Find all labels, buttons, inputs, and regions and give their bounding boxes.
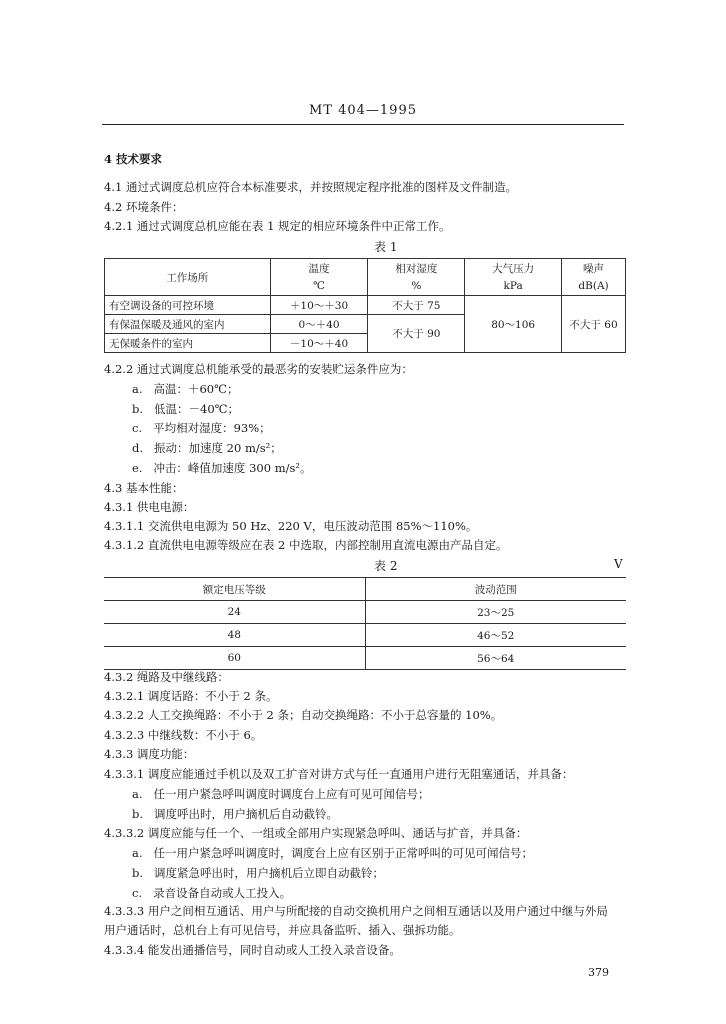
col-humidity: 相对湿度	[368, 259, 465, 278]
col-temperature: 温度	[270, 259, 368, 278]
list-label: c.	[132, 886, 143, 900]
list-label: c.	[132, 421, 143, 435]
list-item	[132, 866, 384, 880]
paragraph-4-3-3-4: 4.3.3.4 能发出通播信号，同时自动或人工投入录音设备。	[104, 943, 401, 957]
paragraph-4-3-2-1: 4.3.2.1 调度话路：不小于 2 条。	[104, 689, 278, 703]
paragraph-4-3-3-2: 4.3.3.2 调度应能与任一个、一组或全部用户实现紧急呼叫、通话与扩音，并具备：	[104, 826, 528, 840]
noise-unit: dB(A)	[562, 277, 626, 296]
list-item	[132, 461, 312, 475]
paragraph-4-1: 4.1 通过式调度总机应符合本标准要求，并按照规定程序批准的图样及文件制造。	[104, 180, 517, 194]
pressure-unit: kPa	[465, 277, 562, 296]
list-label: a.	[132, 382, 143, 396]
list-text: 任一用户紧急呼叫调度时调度台上应有可见可闻信号；	[153, 787, 430, 801]
list-label: a.	[132, 787, 143, 801]
paragraph-4-3-2: 4.3.2 绳路及中继线路：	[104, 670, 229, 684]
list-label: b.	[132, 866, 144, 880]
paragraph-4-3-1-1: 4.3.1.1 交流供电电源为 50 Hz、220 V，电压波动范围 85%～110%。	[104, 519, 478, 533]
paragraph-4-3-1-2: 4.3.1.2 直流供电电源等级应在表 2 中选取，内部控制用直流电源由产品自定。	[104, 538, 508, 552]
list-text: 振动：加速度 20 m/s²；	[154, 441, 282, 455]
col-fluctuation-range: 波动范围	[365, 578, 626, 601]
table-cell: 23～25	[365, 601, 626, 624]
table-header-row	[105, 259, 626, 278]
list-label: e.	[132, 461, 143, 475]
table-row	[104, 647, 626, 670]
list-text: 调度呼出时，用户摘机后自动截铃。	[154, 807, 338, 821]
paragraph-4-3-3-3-continued: 用户通话时，总机台上有可见信号，并应具备监听、插入、强拆功能。	[104, 923, 461, 937]
table-cell: ＋10～＋30	[270, 296, 368, 315]
paragraph-4-2-1: 4.2.1 通过式调度总机应能在表 1 规定的相应环境条件中正常工作。	[104, 219, 451, 233]
list-label: b.	[132, 807, 144, 821]
standard-code-header: MT 404—1995	[308, 103, 417, 118]
col-pressure: 大气压力	[465, 259, 562, 278]
list-item	[132, 421, 271, 435]
table-2-unit: V	[614, 557, 623, 571]
table-cell: 24	[104, 601, 365, 624]
list-text: 平均相对湿度：93%；	[153, 421, 271, 435]
table-cell: 0～＋40	[270, 315, 368, 334]
table-1-caption: 表 1	[374, 240, 398, 254]
table-row	[104, 601, 626, 624]
humidity-unit: %	[368, 277, 465, 296]
table-cell: 46～52	[365, 624, 626, 647]
paragraph-4-2-2: 4.2.2 通过式调度总机能承受的最恶劣的安装贮运条件应为：	[104, 362, 413, 376]
paragraph-4-3-1: 4.3.1 供电电源：	[104, 500, 195, 514]
col-rated-voltage: 额定电压等级	[104, 578, 365, 601]
paragraph-4-3-2-3: 4.3.2.3 中继线数：不小于 6。	[104, 728, 263, 742]
table-cell: 56～64	[365, 647, 626, 670]
list-text: 任一用户紧急呼叫调度时，调度台上应有区别于正常呼叫的可见可闻信号；	[153, 846, 533, 860]
list-item	[132, 402, 239, 416]
paragraph-4-3: 4.3 基本性能：	[104, 481, 184, 495]
list-item	[132, 807, 338, 821]
pressure-merged-cell: 80～106	[465, 296, 562, 353]
list-item	[132, 787, 429, 801]
list-label: a.	[132, 846, 143, 860]
paragraph-4-3-2-2: 4.3.2.2 人工交换绳路：不小于 2 条；自动交换绳路：不小于总容量的 10%。	[104, 708, 503, 722]
table-cell: 60	[104, 647, 365, 670]
list-text: 高温：＋60℃；	[153, 382, 239, 396]
col-noise: 噪声	[562, 259, 626, 278]
page-number: 379	[588, 966, 609, 979]
humidity-merged-cell: 不大于 90	[368, 315, 465, 353]
table-cell: －10～＋40	[270, 334, 368, 353]
table-cell: 不大于 75	[368, 296, 465, 315]
list-text: 调度紧急呼出时，用户摘机后立即自动截铃；	[154, 866, 384, 880]
paragraph-4-3-3-3: 4.3.3.3 用户之间相互通话、用户与所配接的自动交换机用户之间相互通话以及用户通过中继与外局	[104, 904, 608, 918]
environment-table	[104, 258, 626, 353]
list-item	[132, 886, 291, 900]
table-cell: 无保暖条件的室内	[105, 334, 271, 353]
table-header-row	[104, 578, 626, 601]
section-4-title: 4 技术要求	[104, 152, 163, 166]
table-cell: 48	[104, 624, 365, 647]
table-cell: 有保温保暖及通风的室内	[105, 315, 271, 334]
list-label: b.	[132, 402, 144, 416]
table-cell: 有空调设备的可控环境	[105, 296, 271, 315]
list-item	[132, 846, 533, 860]
list-text: 冲击：峰值加速度 300 m/s²。	[153, 461, 312, 475]
list-item	[132, 382, 238, 396]
list-text: 录音设备自动或人工投入。	[153, 886, 292, 900]
paragraph-4-2: 4.2 环境条件：	[104, 200, 184, 214]
paragraph-4-3-3: 4.3.3 调度功能：	[104, 747, 195, 761]
list-label: d.	[132, 441, 144, 455]
header-rule	[102, 124, 624, 125]
table-2-caption: 表 2	[374, 559, 398, 573]
noise-merged-cell: 不大于 60	[562, 296, 626, 353]
col-workplace: 工作场所	[105, 259, 271, 296]
list-item	[132, 441, 282, 455]
temperature-unit: ℃	[270, 277, 368, 296]
list-text: 低温：－40℃；	[154, 402, 239, 416]
table-row	[104, 624, 626, 647]
paragraph-4-3-3-1: 4.3.3.1 调度应能通过手机以及双工扩音对讲方式与任一直通用户进行无阻塞通话，并具备：	[104, 767, 574, 781]
dc-voltage-table	[104, 577, 626, 670]
table-row	[105, 296, 626, 315]
